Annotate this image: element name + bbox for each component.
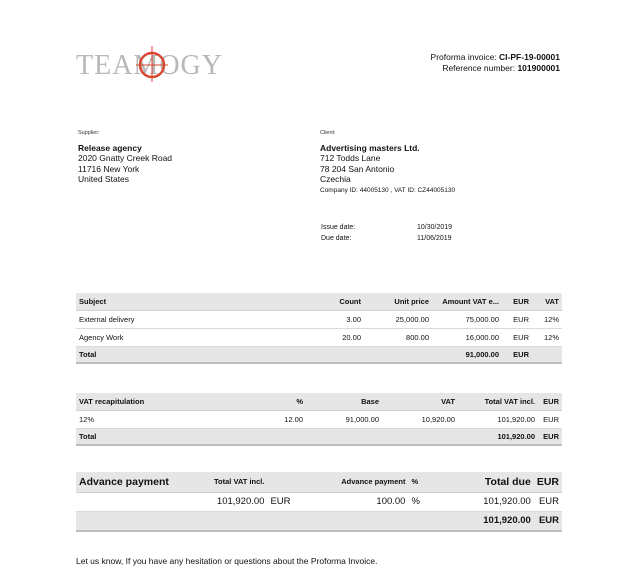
empty-cell bbox=[76, 511, 172, 531]
item-currency: EUR bbox=[502, 310, 532, 328]
proforma-number: CI-PF-19-00001 bbox=[499, 52, 560, 62]
empty-cell bbox=[236, 428, 306, 445]
client-caption: Client: bbox=[320, 130, 336, 136]
client-city: 78 204 San Antonio bbox=[320, 163, 395, 174]
footer-note: Let us know, If you have any hesitation or questions about the Proforma Invoice. bbox=[76, 556, 378, 566]
items-total-amount: 91,000.00 bbox=[432, 346, 502, 363]
advance-col-payment: Advance payment bbox=[338, 472, 408, 492]
advance-total-due: 101,920.00 bbox=[440, 511, 533, 531]
vat-col-percent: % bbox=[236, 393, 306, 410]
table-row bbox=[76, 492, 562, 511]
items-col-currency: EUR bbox=[502, 293, 532, 310]
advance-percent-sign: % bbox=[408, 492, 440, 511]
advance-col-title: Advance payment bbox=[76, 472, 172, 492]
vat-col-vat: VAT bbox=[382, 393, 458, 410]
empty-cell bbox=[276, 346, 364, 363]
table-row bbox=[76, 310, 562, 328]
reference-line bbox=[431, 63, 560, 74]
supplier-block bbox=[78, 128, 172, 185]
empty-cell bbox=[267, 472, 338, 492]
advance-header-row bbox=[76, 472, 562, 492]
item-count: 3.00 bbox=[276, 310, 364, 328]
advance-due-currency: EUR bbox=[534, 492, 562, 511]
empty-cell bbox=[267, 511, 338, 531]
advance-total-currency: EUR bbox=[267, 492, 338, 511]
logo-crosshair-icon bbox=[134, 46, 170, 82]
client-ids: Company ID: 44005130 , VAT ID: CZ44005130 bbox=[320, 186, 456, 194]
vat-total-amount: 101,920.00 bbox=[458, 428, 538, 445]
empty-cell bbox=[364, 346, 432, 363]
advance-total-due-currency: EUR bbox=[534, 511, 562, 531]
empty-cell bbox=[306, 428, 382, 445]
item-count: 20.00 bbox=[276, 328, 364, 346]
advance-col-percent: % bbox=[408, 472, 440, 492]
vat-recap-table bbox=[76, 393, 562, 446]
items-table bbox=[76, 293, 562, 364]
vat-col-total: Total VAT incl. bbox=[458, 393, 538, 410]
empty-cell bbox=[408, 511, 440, 531]
items-total-row bbox=[76, 346, 562, 363]
vat-col-recap: VAT recapitulation bbox=[76, 393, 236, 410]
due-date-label: Due date: bbox=[321, 235, 352, 242]
logo-text: TEAMOGY bbox=[76, 50, 223, 81]
items-total-label: Total bbox=[76, 346, 276, 363]
item-subject: External delivery bbox=[76, 310, 276, 328]
advance-due: 101,920.00 bbox=[440, 492, 533, 511]
empty-cell bbox=[172, 511, 267, 531]
empty-cell bbox=[338, 511, 408, 531]
supplier-country: United States bbox=[78, 174, 130, 184]
item-vat: 12% bbox=[532, 328, 562, 346]
items-total-currency: EUR bbox=[502, 346, 532, 363]
table-row bbox=[76, 328, 562, 346]
due-date-row bbox=[321, 233, 452, 244]
vat-percent: 12.00 bbox=[236, 410, 306, 428]
issue-date-value: 10/30/2019 bbox=[417, 224, 453, 231]
supplier-caption: Supplier: bbox=[78, 130, 100, 136]
reference-number: 101900001 bbox=[517, 63, 560, 73]
vat-total-label: Total bbox=[76, 428, 236, 445]
supplier-city: 11716 New York bbox=[78, 163, 140, 174]
advance-percent-value: 100.00 bbox=[338, 492, 408, 511]
vat-total-row bbox=[76, 428, 562, 445]
invoice-header bbox=[431, 52, 560, 74]
advance-col-due: Total due bbox=[440, 472, 533, 492]
client-block bbox=[320, 128, 455, 196]
due-date-value: 11/06/2019 bbox=[417, 235, 452, 242]
vat-header-row bbox=[76, 393, 562, 410]
items-col-count: Count bbox=[276, 293, 364, 310]
issue-date-row bbox=[321, 222, 452, 233]
advance-total: 101,920.00 bbox=[172, 492, 267, 511]
client-street: 712 Todds Lane bbox=[320, 153, 381, 163]
items-col-subject: Subject bbox=[76, 293, 276, 310]
item-currency: EUR bbox=[502, 328, 532, 346]
advance-payment-table bbox=[76, 472, 562, 532]
reference-label: Reference number: bbox=[442, 63, 516, 73]
advance-total-row bbox=[76, 511, 562, 531]
issue-date-label: Issue date: bbox=[321, 224, 356, 231]
company-logo bbox=[76, 44, 223, 88]
dates-block bbox=[321, 222, 452, 244]
items-header-row bbox=[76, 293, 562, 310]
item-amount: 75,000.00 bbox=[432, 310, 502, 328]
vat-col-currency: EUR bbox=[538, 393, 562, 410]
item-unit-price: 800.00 bbox=[364, 328, 432, 346]
empty-cell bbox=[532, 346, 562, 363]
table-row bbox=[76, 410, 562, 428]
vat-currency: EUR bbox=[538, 410, 562, 428]
vat-total-currency: EUR bbox=[538, 428, 562, 445]
item-subject: Agency Work bbox=[76, 328, 276, 346]
item-amount: 16,000.00 bbox=[432, 328, 502, 346]
empty-cell bbox=[382, 428, 458, 445]
vat-amount: 10,920.00 bbox=[382, 410, 458, 428]
items-col-vat: VAT bbox=[532, 293, 562, 310]
items-col-unit-price: Unit price bbox=[364, 293, 432, 310]
empty-cell bbox=[76, 492, 172, 511]
supplier-name: Release agency bbox=[78, 142, 142, 153]
vat-rate: 12% bbox=[76, 410, 236, 428]
items-col-amount: Amount VAT e... bbox=[432, 293, 502, 310]
client-country: Czechia bbox=[320, 174, 351, 184]
vat-total: 101,920.00 bbox=[458, 410, 538, 428]
vat-col-base: Base bbox=[306, 393, 382, 410]
item-vat: 12% bbox=[532, 310, 562, 328]
supplier-street: 2020 Gnatty Creek Road bbox=[78, 153, 173, 163]
client-name: Advertising masters Ltd. bbox=[320, 142, 420, 153]
advance-col-total: Total VAT incl. bbox=[172, 472, 267, 492]
item-unit-price: 25,000.00 bbox=[364, 310, 432, 328]
proforma-line bbox=[431, 52, 560, 63]
advance-col-currency: EUR bbox=[534, 472, 562, 492]
vat-base: 91,000.00 bbox=[306, 410, 382, 428]
proforma-label: Proforma invoice: bbox=[430, 52, 497, 62]
